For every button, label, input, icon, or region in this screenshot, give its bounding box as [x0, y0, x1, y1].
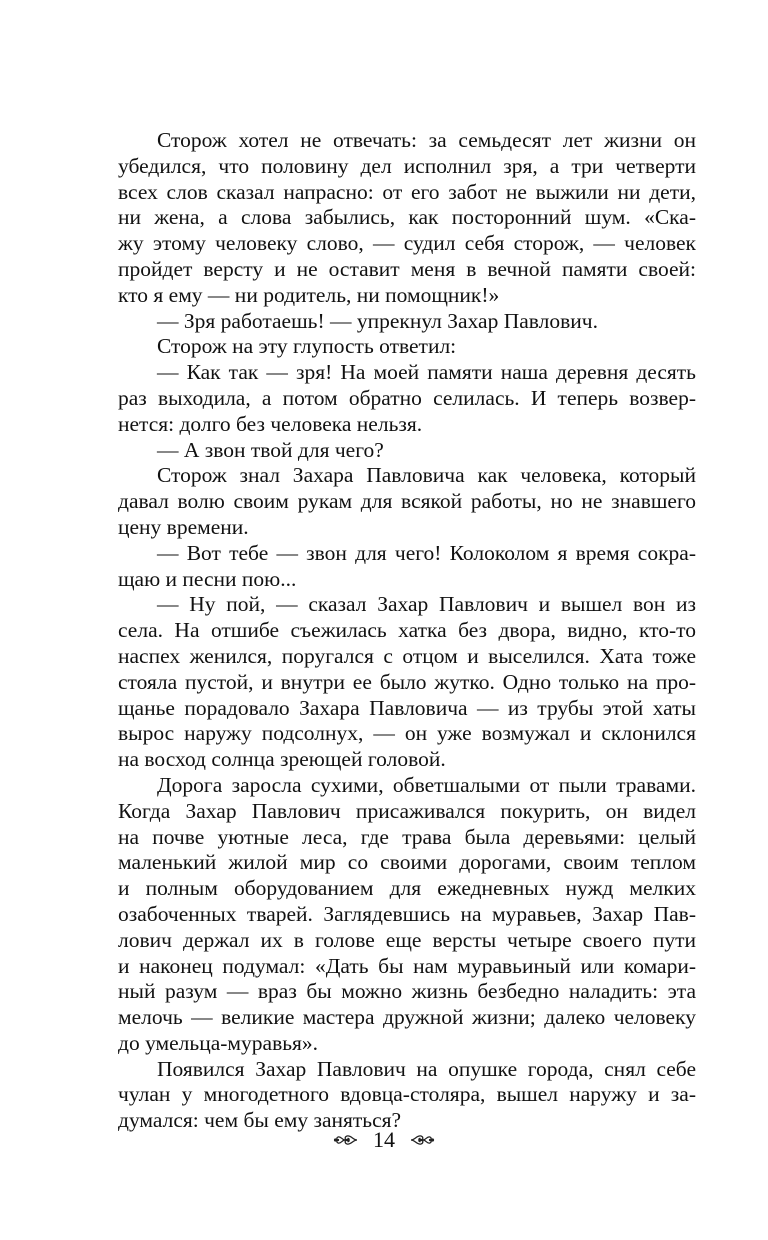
text-line: — Зря работаешь! — упрекнул Захар Павлович. — [157, 308, 598, 333]
text-line: ный разум — враз бы можно жизнь безбедно наладить: эта — [118, 979, 696, 1004]
text-line: давал волю своим рукам для всякой работы, но не знавшего — [118, 489, 696, 514]
text-line: жу этому человеку слово, — судил себя сторож, — человек — [118, 231, 696, 256]
text-line: кто я ему — ни родитель, ни помощник!» — [118, 282, 500, 307]
text-line: на восход солнца зреющей головой. — [118, 747, 446, 772]
text-line: села. На отшибе съежилась хатка без двора, видно, кто-то — [118, 618, 696, 643]
text-line: Появился Захар Павлович на опушке города, снял себе — [157, 1056, 696, 1081]
left-ornament-icon — [333, 1131, 359, 1149]
page-footer — [0, 1120, 768, 1160]
text-line: Сторож знал Захара Павловича как человека, который — [157, 463, 696, 488]
text-line: думался: чем бы ему заняться? — [118, 1108, 402, 1133]
text-line: — А звон твой для чего? — [157, 437, 384, 462]
text-line: Когда Захар Павлович присаживался покурить, он видел — [118, 798, 696, 823]
text-line: раз выходила, а потом обратно селилась. И теперь возвер- — [118, 385, 696, 410]
text-line: ни жена, а слова забылись, как посторонний шум. «Ска- — [118, 205, 696, 230]
text-line: убедился, что половину дел исполнил зря, а три четверти — [118, 153, 696, 178]
text-line: и полным оборудованием для ежедневных нужд мелких — [118, 876, 696, 901]
text-line: щаю и песни пою... — [118, 566, 297, 591]
text-line: всех слов сказал напрасно: от его забот не выжили ни дети, — [118, 179, 696, 204]
text-line: маленький жилой мир со своими дорогами, своим теплом — [118, 850, 696, 875]
text-line: пройдет версту и не оставит меня в вечной памяти своей: — [118, 256, 696, 281]
text-line: и наконец подумал: «Дать бы нам муравьиный или комари- — [118, 953, 696, 978]
text-line: на почве уютные леса, где трава была деревьями: целый — [118, 824, 696, 849]
text-line: лович держал их в голове еще версты четыре своего пути — [118, 927, 696, 952]
text-line: Дорога заросла сухими, обветшалыми от пыли травами. — [157, 772, 696, 797]
text-line: озабоченных тварей. Заглядевшись на муравьев, Захар Пав- — [118, 901, 696, 926]
text-line: щанье порадовало Захара Павловича — из трубы этой хаты — [118, 695, 696, 720]
text-line: нется: долго без человека нельзя. — [118, 411, 423, 436]
text-line: до умельца-муравья». — [118, 1030, 319, 1055]
body-text — [118, 128, 696, 1134]
text-line: мелочь — великие мастера дружной жизни; далеко человеку — [118, 1005, 696, 1030]
text-line: Сторож на эту глупость ответил: — [157, 334, 457, 359]
text-line: — Как так — зря! На моей памяти наша деревня десять — [157, 360, 696, 385]
text-line: стояла пустой, и внутри ее было жутко. Одно только на про- — [118, 669, 696, 694]
text-line: чулан у многодетного вдовца-столяра, вышел наружу и за- — [118, 1082, 696, 1107]
text-line: наспех женился, поругался с отцом и выселился. Хата тоже — [118, 643, 696, 668]
text-line: — Ну пой, — сказал Захар Павлович и вышел вон из — [157, 592, 696, 617]
text-line: цену времени. — [118, 514, 249, 539]
right-ornament-icon — [409, 1131, 435, 1149]
text-line: Сторож хотел не отвечать: за семьдесят лет жизни он — [157, 128, 696, 152]
text-line: — Вот тебе — звон для чего! Колоколом я время сокра- — [157, 540, 696, 565]
page-number: 14 — [373, 1127, 395, 1152]
text-line: вырос наружу подсолнух, — он уже возмужал и склонился — [118, 721, 696, 746]
